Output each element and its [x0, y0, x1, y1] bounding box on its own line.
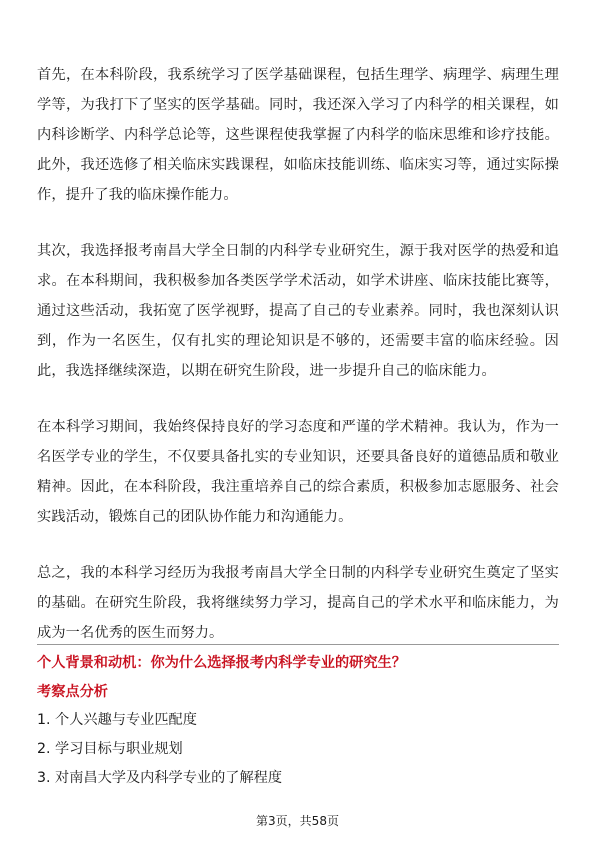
section-divider [37, 644, 559, 645]
paragraph-gap [37, 532, 559, 558]
analysis-point-1: 1. 个人兴趣与专业匹配度 [37, 712, 197, 728]
paragraph-gap [37, 210, 559, 236]
interview-question: 个人背景和动机：你为什么选择报考内科学专业的研究生？ [37, 655, 406, 671]
paragraph-2: 其次，我选择报考南昌大学全日制的内科学专业研究生，源于我对医学的热爱和追求。在本科期间，我积极参加各类医学学术活动，如学术讲座、临床技能比赛等，通过这些活动，我拓宽了医学视野，提高了自己的专业素养。同时，我也深刻认识到，作为一名医生，仅有扎实的理论知识是不够的，还需要丰富的临床经验。因此，我选择继续深造，以期在研究生阶段，进一步提升自己的临床能力。 [37, 243, 559, 379]
analysis-point-2: 2. 学习目标与职业规划 [37, 741, 183, 757]
paragraph-gap [37, 386, 559, 412]
paragraph-4: 总之，我的本科学习经历为我报考南昌大学全日制的内科学专业研究生奠定了坚实的基础。在研究生阶段，我将继续努力学习，提高自己的学术水平和临床能力，为成为一名优秀的医生而努力。 [37, 565, 559, 641]
analysis-heading: 考察点分析 [37, 684, 108, 700]
analysis-point-3: 3. 对南昌大学及内科学专业的了解程度 [37, 770, 283, 786]
page-number: 第3页，共58页 [256, 814, 339, 828]
body-text [37, 60, 559, 648]
paragraph-3: 在本科学习期间，我始终保持良好的学习态度和严谨的学术精神。我认为，作为一名医学专业的学生，不仅要具备扎实的专业知识，还要具备良好的道德品质和敬业精神。因此，在本科阶段，我注重培养自己的综合素质，积极参加志愿服务、社会实践活动，锻炼自己的团队协作能力和沟通能力。 [37, 419, 559, 525]
paragraph-1: 首先，在本科阶段，我系统学习了医学基础课程，包括生理学、病理学、病理生理学等，为我打下了坚实的医学基础。同时，我还深入学习了内科学的相关课程，如内科诊断学、内科学总论等，这些课程使我掌握了内科学的临床思维和诊疗技能。此外，我还选修了相关临床实践课程，如临床技能训练、临床实习等，通过实际操作，提升了我的临床操作能力。 [37, 67, 559, 203]
